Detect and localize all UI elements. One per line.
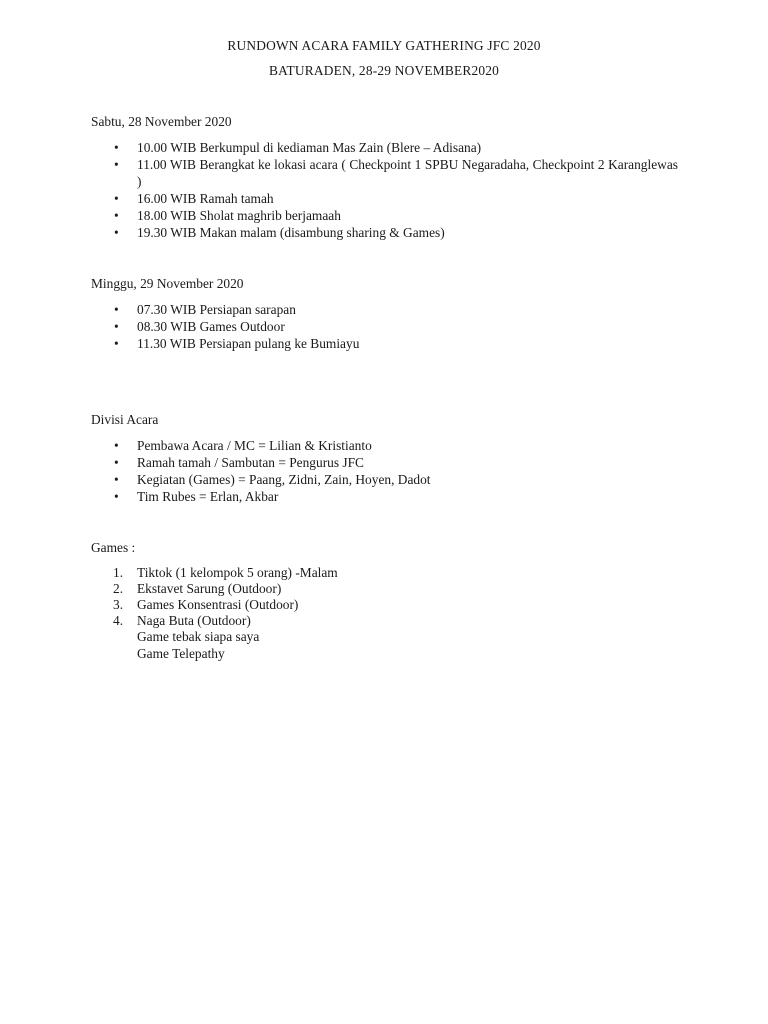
games-extra-item: Game Telepathy: [137, 646, 225, 661]
games-extra-item: Game tebak siapa saya: [137, 629, 260, 644]
divisi-list: [0, 437, 678, 505]
list-item: • 16.00 WIB Ramah tamah: [114, 191, 274, 206]
bullet-icon: •: [114, 319, 119, 334]
bullet-icon: •: [114, 157, 119, 172]
list-item: 4. Naga Buta (Outdoor): [113, 613, 251, 628]
bullet-icon: •: [114, 191, 119, 206]
divisi-heading: Divisi Acara: [91, 412, 159, 427]
document-title: RUNDOWN ACARA FAMILY GATHERING JFC 2020: [227, 38, 541, 53]
list-item: • 08.30 WIB Games Outdoor: [114, 319, 285, 334]
day2-heading: Minggu, 29 November 2020: [91, 276, 244, 291]
list-item: • 10.00 WIB Berkumpul di kediaman Mas Zain (Blere – Adisana): [114, 140, 482, 155]
bullet-icon: •: [114, 455, 119, 470]
games-heading: Games :: [91, 540, 136, 555]
list-item: • Pembawa Acara / MC = Lilian & Kristianto: [114, 438, 372, 453]
bullet-icon: •: [114, 225, 119, 240]
list-item: • 19.30 WIB Makan malam (disambung sharing & Games): [114, 225, 445, 240]
bullet-icon: •: [114, 438, 119, 453]
bullet-icon: •: [114, 302, 119, 317]
document-subtitle: BATURADEN, 28-29 NOVEMBER2020: [268, 63, 500, 78]
day2-schedule-list: [0, 301, 678, 352]
list-item: 1. Tiktok (1 kelompok 5 orang) -Malam: [113, 565, 338, 580]
list-item: 3. Games Konsentrasi (Outdoor): [113, 597, 299, 612]
bullet-icon: •: [114, 489, 119, 504]
list-item: • 18.00 WIB Sholat maghrib berjamaah: [114, 208, 341, 223]
bullet-icon: •: [114, 208, 119, 223]
list-item: • 11.00 WIB Berangkat ke lokasi acara ( Checkpoint 1 SPBU Negaradaha, Checkpoint 2 Karanglewas ): [114, 157, 678, 189]
list-item: • Tim Rubes = Erlan, Akbar: [114, 489, 279, 504]
list-item: 2. Ekstavet Sarung (Outdoor): [113, 581, 282, 596]
list-item: • Ramah tamah / Sambutan = Pengurus JFC: [114, 455, 364, 470]
bullet-icon: •: [114, 336, 119, 351]
bullet-icon: •: [114, 472, 119, 487]
day1-schedule-list: [0, 139, 678, 241]
day1-heading: Sabtu, 28 November 2020: [91, 114, 232, 129]
bullet-icon: •: [114, 140, 119, 155]
list-item: • Kegiatan (Games) = Paang, Zidni, Zain, Hoyen, Dadot: [114, 472, 431, 487]
list-item: • 07.30 WIB Persiapan sarapan: [114, 302, 296, 317]
games-list: [0, 565, 678, 629]
list-item: • 11.30 WIB Persiapan pulang ke Bumiayu: [114, 336, 360, 351]
